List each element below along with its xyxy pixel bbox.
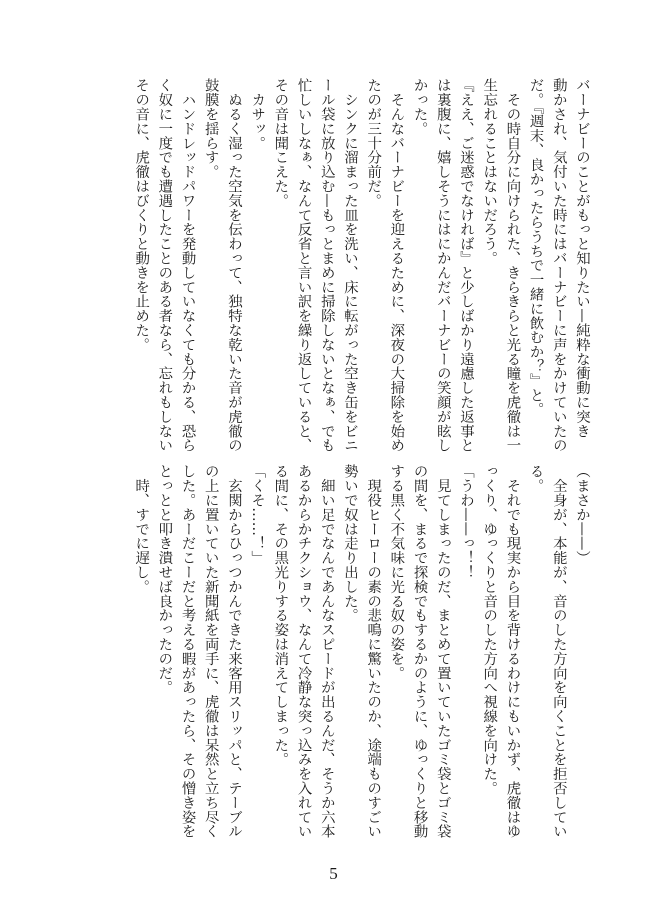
text-line: 「うわ——っ！！: [457, 464, 474, 580]
text-line: バーナビーのことがもっと知りたい—純粋な衝動に突き: [574, 78, 590, 438]
text-line: その音に、虎徹はびくりと動きを止めた。: [133, 78, 150, 352]
text-line: たのが三十分前だ。: [365, 78, 382, 208]
text-line: 見てしまったのだ、まとめて置いていたゴミ袋とゴミ袋: [434, 464, 451, 839]
page-number: 5: [329, 864, 338, 883]
text-line: ハンドレッドパワーを発動していなくても分かる、恐ら: [179, 78, 196, 453]
text-line: カサッ。: [249, 78, 266, 150]
text-line: した。あーだこーだと考える暇があったら、その憎き姿を: [179, 464, 196, 839]
text-line: する黒く不気味に光る奴の姿を。: [388, 464, 405, 680]
text-line: く奴に一度でも遭遇したことのある者なら、忘れもしない: [156, 78, 173, 453]
text-block-bottom: [57, 464, 593, 842]
text-line: シンクに溜まった皿を洗い、床に転がった空き缶をビニ: [341, 78, 358, 453]
text-line: 勢いで奴は走り出した。: [341, 464, 358, 623]
text-line: その音は聞こえた。: [272, 78, 289, 208]
text-line: ール袋に放り込む—もっとまめに掃除しないとなぁ、でも: [318, 78, 335, 453]
text-line: の上に置いていた新聞紙を両手に、虎徹は呆然と立ち尽く: [202, 464, 219, 839]
text-line: それでも現実から目を背けるわけにもいかず、虎徹はゆ: [504, 464, 521, 839]
text-line: とっとと叩き潰せば良かったのだ。: [156, 464, 173, 695]
text-line: ぬるく湿った空気を伝わって、独特な乾いた音が虎徹の: [225, 78, 242, 453]
text-line: る間に、その黒光りする姿は消えてしまった。: [272, 464, 289, 767]
text-line: っくり、ゆっくりと音のした方向へ視線を向けた。: [481, 464, 498, 796]
text-line: 玄関からひっつかんできた来客用スリッパと、テーブル: [225, 464, 242, 839]
text-line: 鼓膜を揺らす。: [202, 78, 219, 179]
text-line: は裏腹に、嬉しそうにはにかんだバーナビーの笑顔が眩し: [434, 78, 451, 453]
text-line: あるからかチクショウ、なんて冷静な突っ込みを入れてい: [295, 464, 312, 839]
text-line: 全身が、本能が、音のした方向を向くことを拒否してい: [550, 464, 567, 839]
text-line: その時自分に向けられた、きらきらと光る瞳を虎徹は一: [504, 78, 521, 453]
text-block-top: [57, 78, 593, 456]
text-line: 忙しいしなぁ、なんて反省と言い訳を繰り返していると、: [295, 78, 312, 453]
text-line: 「くそ……！」: [249, 464, 266, 565]
text-line: る。: [527, 464, 544, 493]
text-line: 現役ヒーローの素の悲鳴に驚いたのか、途端ものすごい: [365, 464, 382, 839]
text-line: 細い足でなんであんなスピードが出るんだ、そうか六本: [318, 464, 335, 839]
text-line: （まさか——）: [574, 464, 590, 565]
text-line: そんなバーナビーを迎えるために、深夜の大掃除を始め: [388, 78, 405, 453]
text-line: 動かされ、気付いた時にはバーナビーに声をかけていたの: [550, 78, 567, 453]
text-line: 『ええ、ご迷惑でなければ』と少しばかり遠慮した返事と: [457, 78, 474, 453]
text-line: かった。: [411, 78, 428, 136]
text-line: 時、すでに遅し。: [133, 464, 150, 594]
text-line: 生忘れることはないだろう。: [481, 78, 498, 266]
text-line: だ。『週末、良かったらうちで一緒に飲むか？』と。: [527, 78, 544, 417]
text-line: の間を、まるで探検でもするかのように、ゆっくりと移動: [411, 464, 428, 839]
